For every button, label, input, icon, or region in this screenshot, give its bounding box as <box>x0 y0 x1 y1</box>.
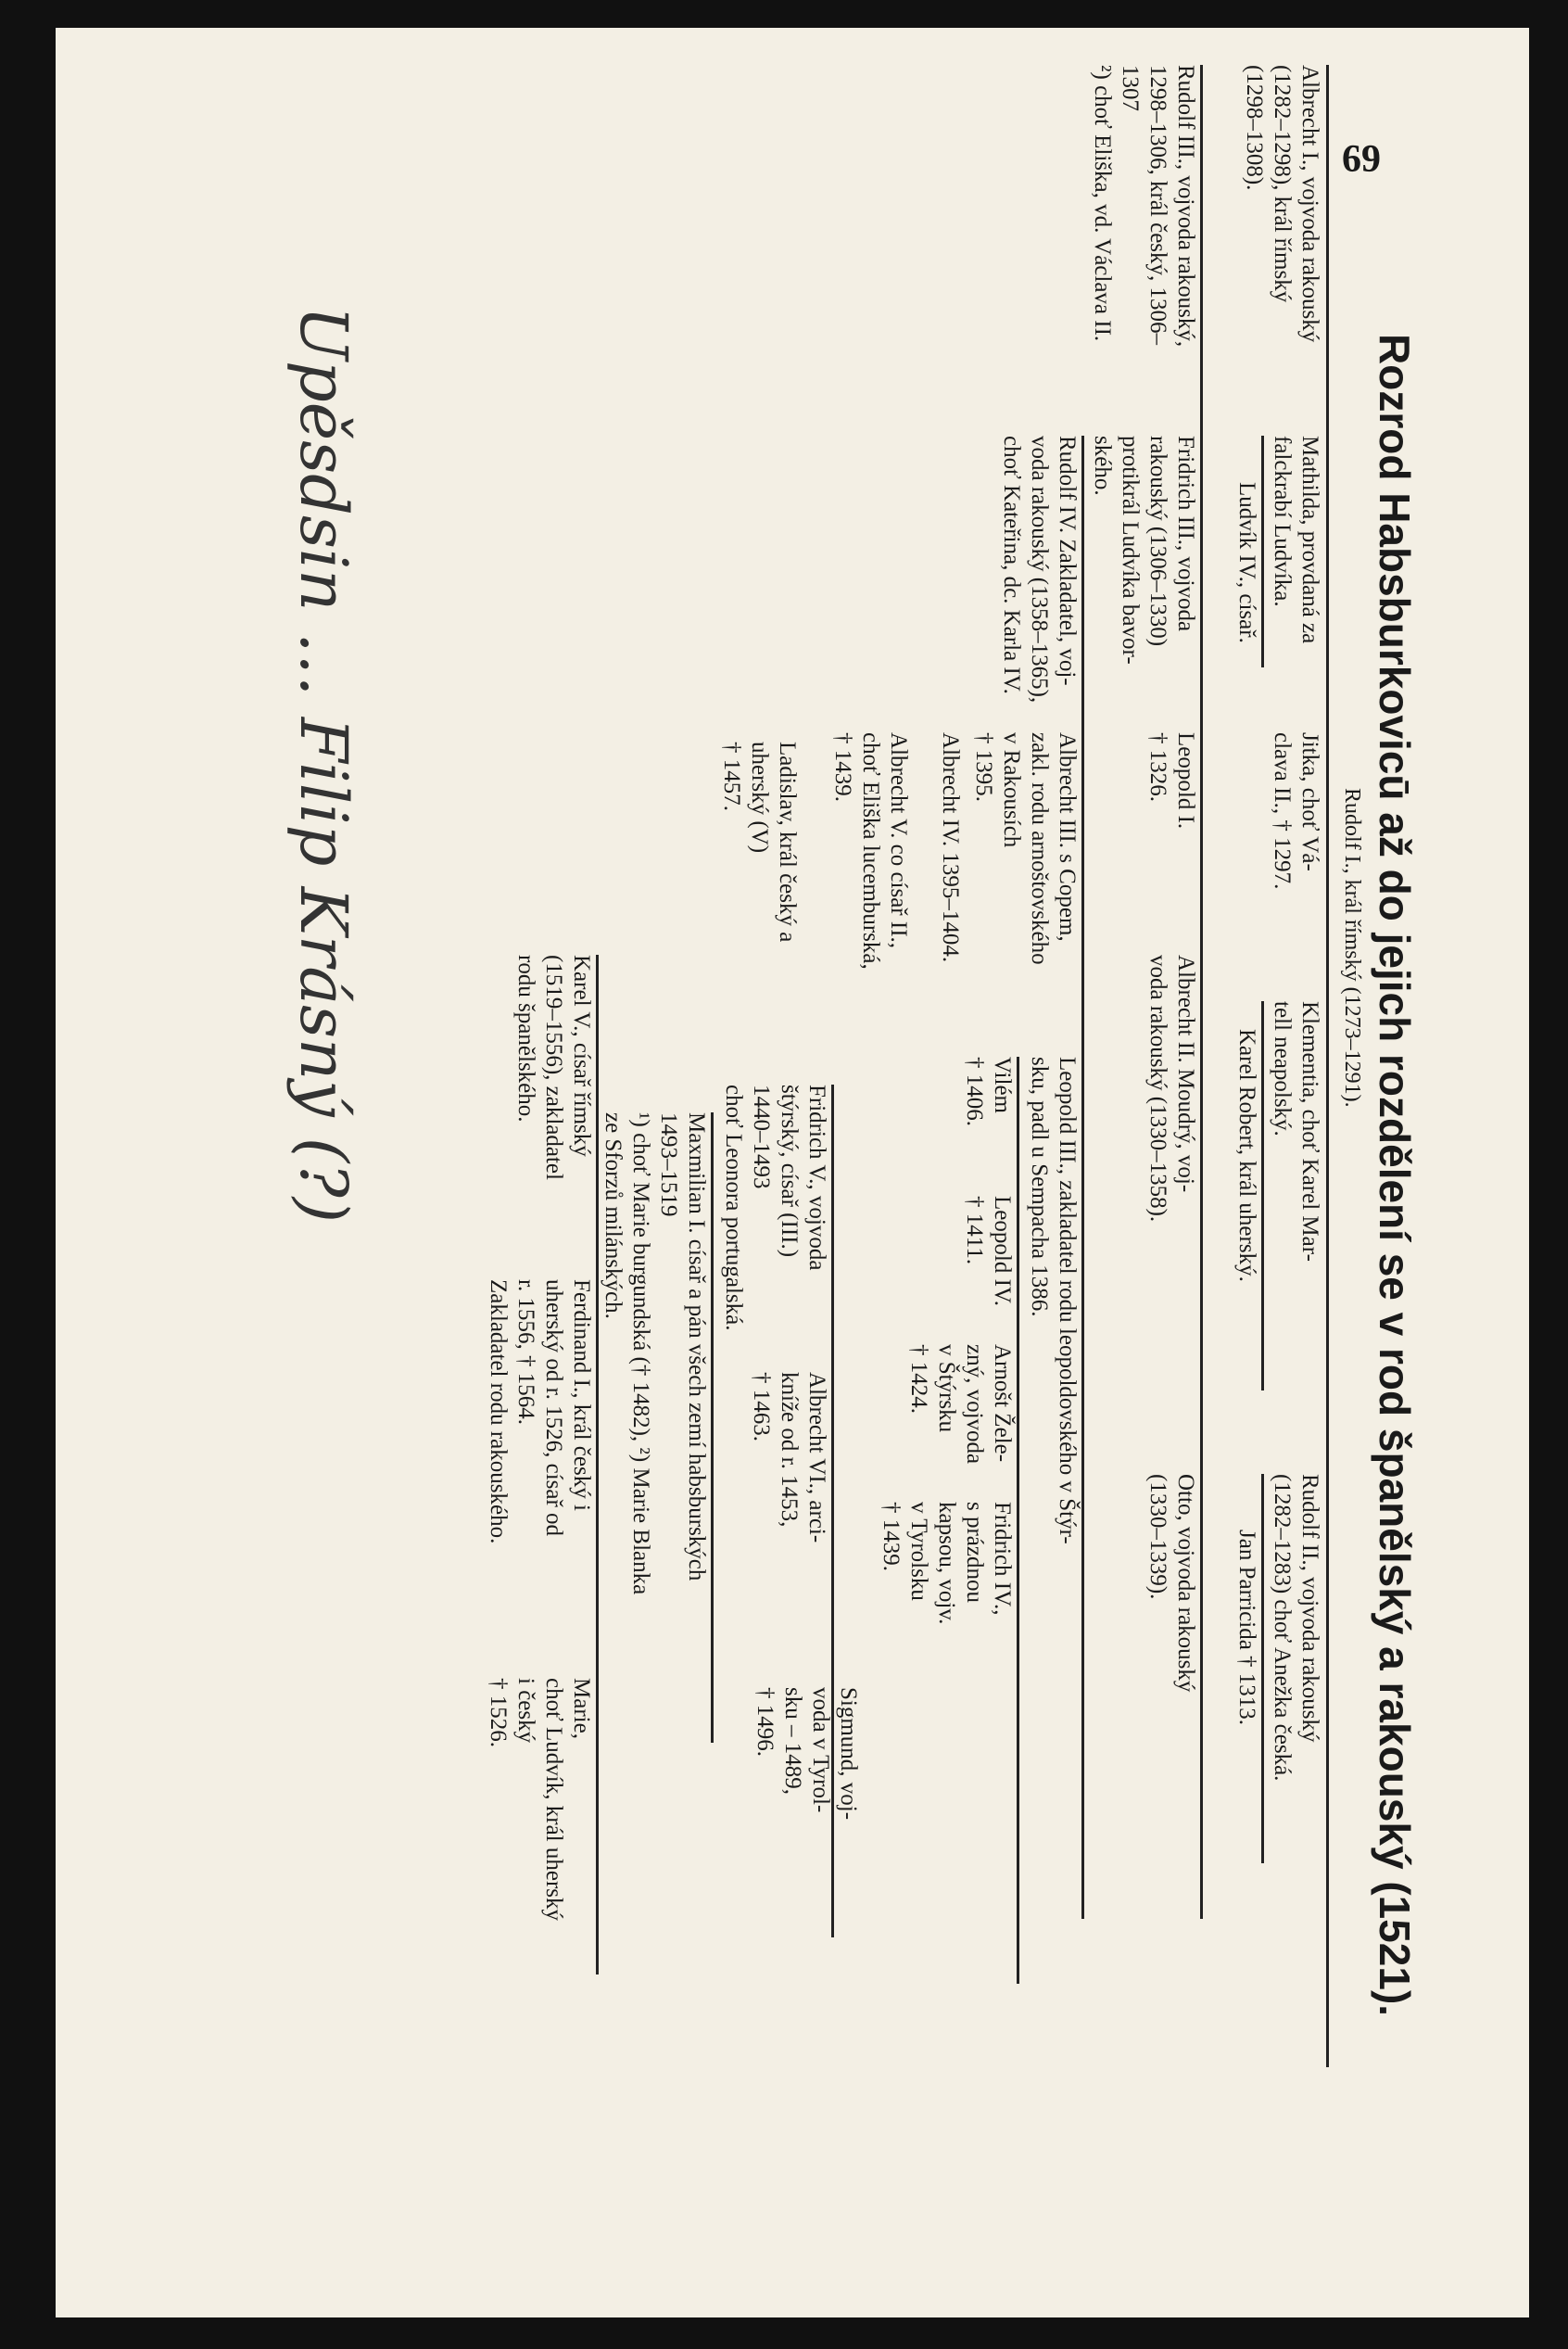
gen4-rudolf-iv: Rudolf IV. Zakladatel, voj- voda rakouský (1358–1365), choť Kateřina, dc. Karla IV. <box>999 436 1080 704</box>
rotated-genealogy-table <box>222 28 1418 2160</box>
gen3-leopold-i: Leopold I. † 1326. <box>1145 732 1198 830</box>
brace-arnost-sons <box>831 1085 834 1937</box>
brace-gen2 <box>1326 65 1329 2067</box>
page-number: 69 <box>1342 138 1381 181</box>
ferdinand-i: Ferdinand I., král český i uherský od r. 1526, císař od r. 1556, † 1564. Zakladatel rodu rakouského. <box>486 1279 594 1544</box>
brace-gen-last <box>596 955 599 1974</box>
root-rudolf-i: Rudolf I., král římský (1273–1291). <box>1340 788 1364 1108</box>
brace-jan-parricida <box>1261 1474 1264 1863</box>
gen2-klementia: Klementia, choť Karel Mar- tell neapolský. <box>1270 1001 1322 1262</box>
leopold-line-sigmund: Sigmund, voj- voda v Tyrol- sku – 1489, † 1496. <box>752 1687 861 1821</box>
albrecht-vi: Albrecht VI., arci- kníže od r. 1453, † 1463. <box>749 1372 829 1543</box>
leopold-line-leopold-iv: Leopold IV. † 1411. <box>962 1196 1015 1306</box>
gen3-rudolf-iii: Rudolf III., vojvoda rakouský, 1298–1306, král český, 1306– 1307 ²) choť Eliška, vd. Václava II. <box>1090 65 1198 348</box>
leopold-line-fridrich-iv: Fridrich IV., s prázdnou kapsou, vojv. v Tyrolsku † 1439. <box>879 1502 1015 1625</box>
gen5-ladislav: Ladislav, král český a uherský (V) † 1457. <box>719 742 800 943</box>
gen3-albrecht-ii: Albrecht II. Moudrý, voj- voda rakouský (1330–1358). <box>1145 955 1198 1223</box>
brace-gen4 <box>1081 436 1084 1919</box>
gen2-rudolf-ii: Rudolf II., vojvoda rakouský (1282–1283) choť Anežka česká. <box>1270 1474 1322 1782</box>
gen3-fridrich-iii: Fridrich III., vojvoda rakouský (1306–1330) protikrál Ludvíka bavor- ského. <box>1090 436 1198 665</box>
gen2-albrecht-i: Albrecht I., vojvoda rakouský (1282–1298), král římský (1298–1308). <box>1242 65 1322 343</box>
karel-v: Karel V., císař římský (1519–1556), zakladatel rodu španělského. <box>513 955 594 1180</box>
jan-parricida: Jan Parricida † 1313. <box>1234 1530 1259 1726</box>
marie: Marie, choť Ludvík, král uherský i český † 1526. <box>486 1678 594 1922</box>
brace-gen3 <box>1200 65 1203 1919</box>
gen4-albrecht-iii: Albrecht III. s Copem, zakl. rodu arnoštovského v Rakousích † 1395. <box>971 732 1080 965</box>
page-title: Rozrod Habsburkovicū až do jejich rozdělení se v rod španělský a rakouský (1521). <box>1371 334 1419 2017</box>
fridrich-v: Fridrich V., vojvoda štýrský, císař (III.) 1440–1493 choť Leonora portugalská. <box>721 1085 829 1331</box>
gen5-albrecht-iv: Albrecht IV. 1395–1404. <box>938 732 963 963</box>
brace-leopold-line <box>1017 1057 1019 1984</box>
leopold-line-arnost: Arnošt Žele- zný, vojvoda v Štýrsku † 1424. <box>906 1344 1015 1465</box>
book-page <box>56 28 1529 2317</box>
gen3-otto: Otto, vojvoda rakouský (1330–1339). <box>1145 1474 1198 1693</box>
ludvik-iv: Ludvík IV., císař. <box>1234 482 1259 643</box>
brace-ludvik <box>1261 436 1264 667</box>
maxmilian-i: Maxmilian I. císař a pán všech zemí habsburských 1493–1519 ¹) choť Marie burgundská († 1482), ²) Marie Blanka ze Sforzů milánských. <box>601 1112 709 1595</box>
handwritten-annotation: Upěsdsin … Filip Krásný (?) <box>285 306 361 1224</box>
karel-robert: Karel Robert, král uherský. <box>1234 1029 1259 1282</box>
gen2-jitka: Jitka, choť Vá- clava II., † 1297. <box>1270 732 1322 890</box>
leopold-line-vilem: Vilém † 1406. <box>962 1057 1015 1126</box>
gen4-leopold-iii: Leopold III., zakladatel rodu leopoldovského v Štýr- sku, padl u Sempacha 1386. <box>1027 1057 1080 1544</box>
brace-karel-robert <box>1261 1001 1264 1390</box>
gen2-mathilda: Mathilda, provdaná za falckrabí Ludvíka. <box>1270 436 1322 644</box>
gen5-albrecht-v: Albrecht V. co císař II., choť Eliška lucemburská, † 1439. <box>830 732 911 970</box>
brace-maxmilian <box>711 1112 714 1743</box>
